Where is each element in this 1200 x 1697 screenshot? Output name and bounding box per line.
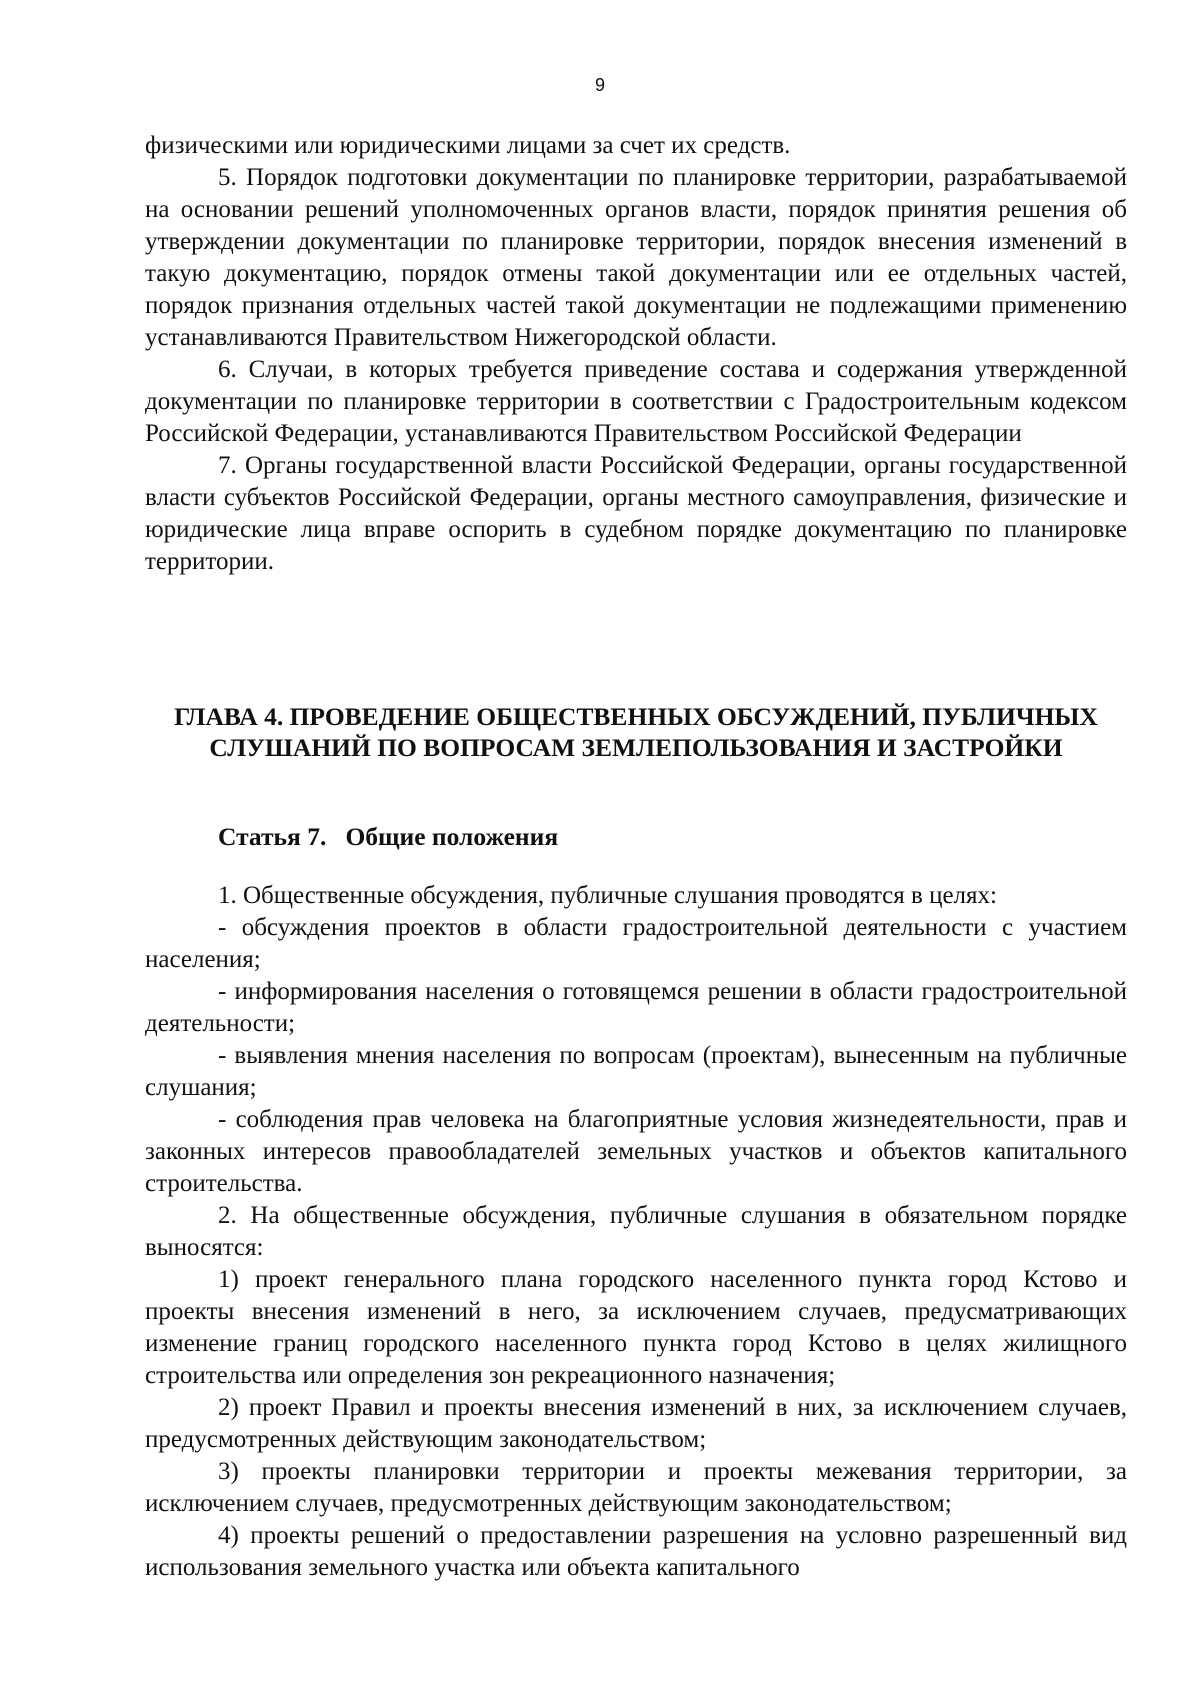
list-item: 1) проект генерального плана городского населенного пункта город Кстово и проекты внесения изменений в него, за исключением случаев, предусматривающих изменение границ городского населенного пункта город Кстово в целях жилищного строительства или определения зон рекреационного назначения; (145, 1266, 1127, 1389)
paragraph: физическими или юридическими лицами за счет их средств. (145, 132, 791, 159)
list-item: - обсуждения проектов в области градостроительной деятельности с участием населения; (145, 914, 1127, 973)
list-item: 2) проект Правил и проекты внесения изменений в них, за исключением случаев, предусмотренных действующим законодательством; (145, 1394, 1127, 1453)
paragraph: 5. Порядок подготовки документации по планировке территории, разрабатываемой на основании решений уполномоченных органов власти, порядок принятия решения об утверждении документации по планировке территории, порядок внесения изменений в такую документацию, порядок отмены такой документации или ее отдельных частей, порядок признания отдельных частей такой документации не подлежащими применению устанавливаются Правительством Нижегородской области. (145, 164, 1127, 351)
list-item: 4) проекты решений о предоставлении разрешения на условно разрешенный вид использования земельного участка или объекта капитального (145, 1522, 1127, 1581)
top-text-block (145, 130, 1127, 578)
paragraph: 1. Общественные обсуждения, публичные слушания проводятся в целях: (218, 882, 997, 909)
list-item: - соблюдения прав человека на благоприятные условия жизнедеятельности, прав и законных интересов правообладателей земельных участков и объектов капитального строительства. (145, 1106, 1127, 1197)
article-text-block (145, 880, 1127, 1584)
page-number: 9 (594, 75, 605, 95)
paragraph: 6. Случаи, в которых требуется приведение состава и содержания утвержденной документации по планировке территории в соответствии с Градостроительным кодексом Российской Федерации, устанавливаются Правительством Российской Федерации (145, 356, 1127, 447)
list-item: - информирования населения о готовящемся решении в области градостроительной деятельности; (145, 978, 1127, 1037)
paragraph: 2. На общественные обсуждения, публичные слушания в обязательном порядке выносятся: (145, 1202, 1127, 1261)
paragraph: 7. Органы государственной власти Российской Федерации, органы государственной власти субъектов Российской Федерации, органы местного самоуправления, физические и юридические лица вправе оспорить в судебном порядке документацию по планировке территории. (145, 452, 1127, 575)
list-item: - выявления мнения населения по вопросам (проектам), вынесенным на публичные слушания; (145, 1042, 1127, 1101)
list-item: 3) проекты планировки территории и проекты межевания территории, за исключением случаев, предусмотренных действующим законодательством; (145, 1458, 1127, 1517)
chapter-heading: ГЛАВА 4. ПРОВЕДЕНИЕ ОБЩЕСТВЕННЫХ ОБСУЖДЕНИЙ, ПУБЛИЧНЫХ СЛУШАНИЙ ПО ВОПРОСАМ ЗЕМЛЕПОЛЬЗОВАНИЯ И ЗАСТРОЙКИ (174, 702, 1098, 762)
article-heading: Статья 7. Общие положения (218, 822, 559, 851)
